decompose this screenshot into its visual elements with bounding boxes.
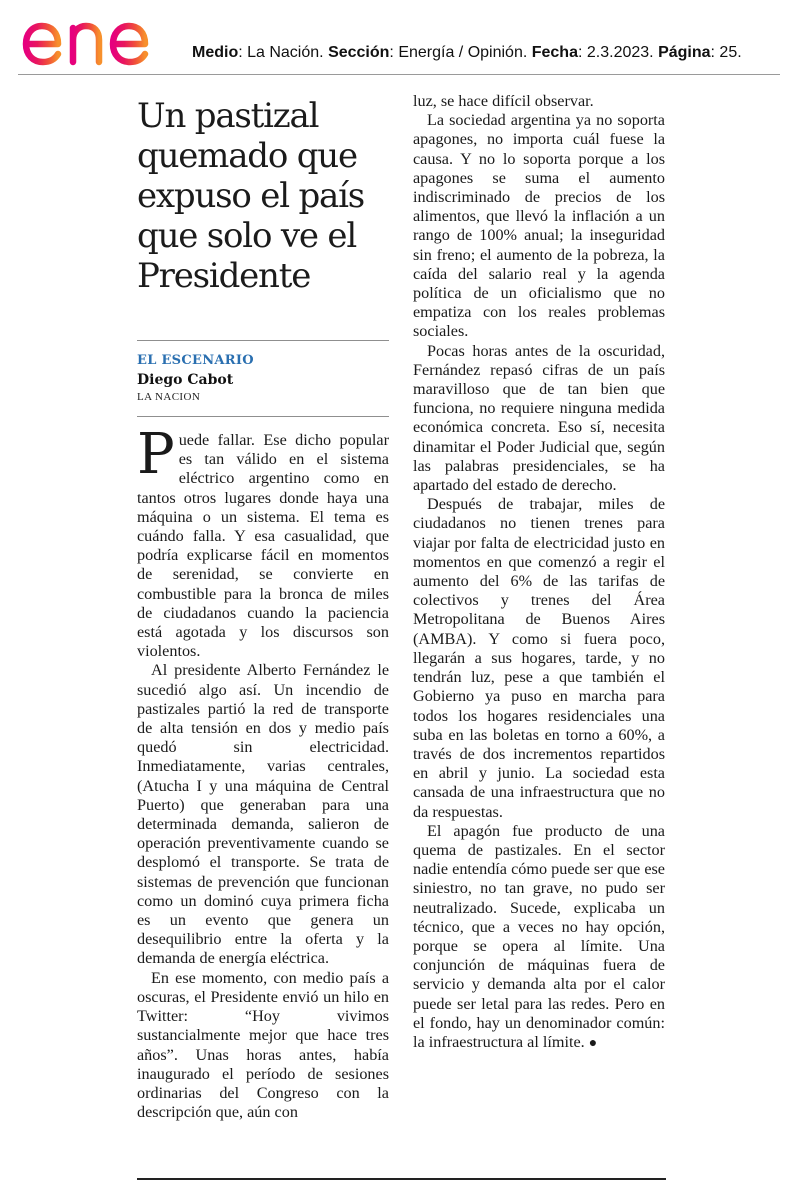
clipping-metadata: Medio: La Nación. Sección: Energía / Opinión. Fecha: 2.3.2023. Página: 25.	[192, 44, 742, 61]
medio-value: La Nación.	[247, 44, 324, 61]
seccion-label: Sección	[328, 44, 390, 61]
paragraph: Pocas horas antes de la oscuridad, Fernández repasó cifras de un país maravilloso que de tan bien que funciona, no requiere ninguna medida económica concreta. Eso sí, necesita dinamitar el Poder Judicial que, según las palabras presidenciales, se ha apartado del estado de derecho.	[413, 341, 665, 495]
outlet-name: LA NACION	[137, 391, 201, 403]
page-header	[0, 0, 800, 80]
author-name: Diego Cabot	[137, 372, 234, 388]
paragraph	[137, 422, 389, 661]
left-body	[137, 422, 389, 1122]
byline-bottom-rule	[137, 416, 389, 417]
paragraph-text: uede fallar. Ese dicho popular es tan válido en el sistema eléctrico argentino como en tantos otros lugares donde haya una máquina o un sistema. El tema es cuándo falla. Y esa casualidad, que podría explicarse fácil en momentos de serenidad, se convierte en combustible para la bronca de miles de ciudadanos cuando la paciencia está agotada y los discursos son violentos.	[137, 431, 389, 661]
left-column	[137, 92, 389, 1122]
fecha-label: Fecha	[531, 44, 578, 61]
newspaper-clipping	[137, 92, 666, 1182]
paragraph-text: El apagón fue producto de una quema de pastizales. En el sector nadie entendía cómo puede ser que ese siniestro, no tan grave, no pudo ser neutralizado. Sucede, explicaba un técnico, que a veces no hay opción, porque se opera al límite. Una conjunción de máquinas fuera de servicio y demanda alta por el calor puede ser letal para las redes. Pero en el fondo, hay un denominador común: la infraestructura al límite.	[413, 821, 665, 1051]
clipping-bottom-rule	[137, 1178, 666, 1180]
right-column	[413, 92, 665, 1053]
drop-cap: P	[137, 422, 175, 487]
paragraph: En ese momento, con medio país a oscuras, el Presidente envió un hilo en Twitter: “Hoy vivimos sustancialmente mejor que hace tres años”. Unas horas antes, había inaugurado el período de sesiones ordinarias del Congreso con la descripción que, aún con	[137, 968, 389, 1122]
pagina-value: 25.	[719, 44, 742, 61]
paragraph: Al presidente Alberto Fernández le sucedió algo así. Un incendio de pastizales partió la red de transporte de alta tensión en dos y medio país quedó sin electricidad. Inmediatamente, varias centrales, (Atucha I y una máquina de Central Puerto) que generaban para una determinada demanda, salieron de operación preventivamente cuando se desplomó el transporte. Se trata de sistemas de prevención que funcionan como un dominó cuya primera ficha es un evento que genera un desequilibrio entre la oferta y la demanda de energía eléctrica.	[137, 661, 389, 968]
enel-logo	[18, 6, 183, 68]
paragraph: Después de trabajar, miles de ciudadanos no tienen trenes para viajar por falta de electricidad justo en momentos en que comenzó a regir el aumento del 6% de las tarifas de colectivos y trenes del Área Metropolitana de Buenos Aires (AMBA). Y como si fuera poco, llegarán a sus hogares, tarde, y no tendrán luz, pese a que también el Gobierno ya puso en marcha para todos los hogares residenciales una suba en las boletas en torno a 60%, a través de dos incrementos repartidos en abril y junio. La sociedad esta cansada de una infraestructura que no da respuestas.	[413, 495, 665, 821]
fecha-value: 2.3.2023.	[586, 44, 654, 61]
byline-top-rule	[137, 340, 389, 341]
paragraph: La sociedad argentina ya no soporta apagones, no importa cuál fuese la causa. Y no lo soporta porque a los apagones se suma el aumento indiscriminado de precios de los alimentos, que llevó la inflación a un rango de 100% anual; la inseguridad sin freno; el aumento de la pobreza, la caída del salario real y la agenda política de un oficialismo que no empatiza con los reales problemas sociales.	[413, 111, 665, 341]
article-headline: Un pastizal quemado que expuso el país que solo ve el Presidente	[137, 96, 365, 296]
section-label: EL ESCENARIO	[137, 353, 254, 368]
end-mark: ●	[588, 1035, 598, 1051]
paragraph	[413, 822, 665, 1053]
seccion-value: Energía / Opinión.	[398, 44, 528, 61]
paragraph: luz, se hace difícil observar.	[413, 92, 594, 110]
pagina-label: Página	[658, 44, 711, 61]
header-divider	[18, 74, 780, 75]
medio-label: Medio	[192, 44, 239, 61]
